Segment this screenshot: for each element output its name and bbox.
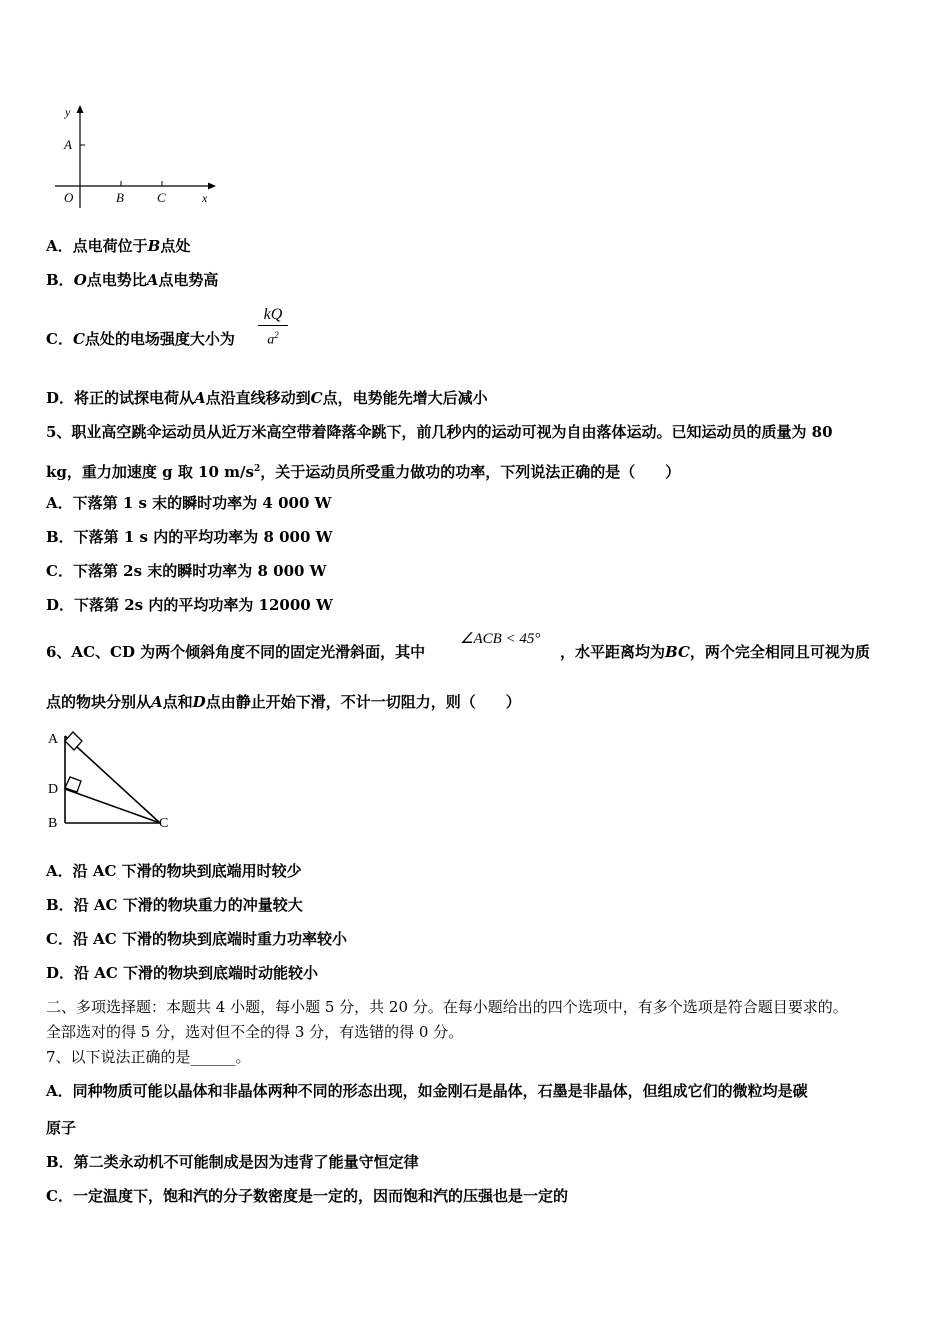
q4-c-prefix: C．	[46, 330, 73, 348]
q4-d-var1: A	[194, 389, 206, 407]
q4-d-prefix: D．将正的试探电荷从	[46, 389, 195, 407]
section2-line2: 全部选对的得 5 分，选对但不全的得 3 分，有选错的得 0 分。	[46, 1023, 464, 1041]
x-axis-arrow	[208, 183, 216, 190]
q7-option-c: C．一定温度下，饱和汽的分子数密度是一定的，因而饱和汽的压强也是一定的	[46, 1187, 568, 1205]
q6-stem-line1-left: 6、AC、CD 为两个倾斜角度不同的固定光滑斜面，其中	[46, 643, 426, 661]
q6-l2-mid: 点和	[162, 693, 193, 711]
q6-option-b: B．沿 AC 下滑的物块重力的冲量较大	[46, 896, 303, 914]
q6-option-c: C．沿 AC 下滑的物块到底端时重力功率较小	[46, 930, 347, 948]
q4-b-prefix: B．	[46, 271, 74, 289]
incline-dc	[65, 789, 160, 823]
fraction-denominator	[258, 326, 288, 350]
a-label: A	[64, 137, 72, 152]
label-c: C	[159, 816, 169, 831]
q5-option-b: B．下落第 1 s 内的平均功率为 8 000 W	[46, 528, 333, 546]
q7-option-a-line1: A．同种物质可能以晶体和非晶体两种不同的形态出现，如金刚石是晶体，石墨是非晶体，但组成它们的微粒均是碳	[46, 1082, 808, 1100]
q5-stem-l2-suffix: ，关于运动员所受重力做功的功率，下列说法正确的是（ ）	[260, 463, 681, 481]
q5-option-d: D．下落第 2s 内的平均功率为 12000 W	[46, 596, 333, 614]
q5-stem-line1: 5、职业高空跳伞运动员从近万米高空带着降落伞跳下，前几秒内的运动可视为自由落体运动。已知运动员的质量为 80	[46, 423, 833, 441]
q4-option-a	[46, 237, 190, 255]
q6-option-d: D．沿 AC 下滑的物块到底端时动能较小	[46, 964, 319, 982]
q5-option-c: C．下落第 2s 末的瞬时功率为 8 000 W	[46, 562, 327, 580]
incline-ac	[65, 736, 160, 823]
origin-label: O	[64, 190, 74, 205]
q6-stem-line2	[46, 693, 521, 711]
den-base: a	[267, 332, 275, 348]
q4-d-var2: C	[310, 389, 323, 407]
q4-option-c	[46, 330, 235, 348]
label-b: B	[48, 816, 58, 831]
q4-c-suffix: 点处的电场强度大小为	[84, 330, 235, 348]
q4-d-suffix: 点，电势能先增大后减小	[322, 389, 488, 407]
y-axis-arrow	[77, 105, 84, 113]
q6-l2-suffix: 点由静止开始下滑，不计一切阻力，则（ ）	[205, 693, 521, 711]
q5-stem-line2	[46, 460, 680, 481]
q5-stem-l2-exp: 2	[253, 464, 261, 474]
q6-angle-expression: ∠ACB < 45°	[460, 631, 541, 647]
b-label: B	[116, 190, 124, 205]
q6-suffix-a: ，水平距离均为	[560, 643, 666, 661]
section2-line1: 二、多项选择题：本题共 4 小题，每小题 5 分，共 20 分。在每小题给出的四个选项中，有多个选项是符合题目要求的。	[46, 998, 848, 1016]
q4-b-mid: 点电势比	[86, 271, 147, 289]
q4-b-var2: A	[146, 271, 159, 289]
q4-a-suffix: 点处	[160, 237, 191, 255]
q6-var-d: D	[192, 693, 206, 711]
label-a: A	[48, 732, 59, 747]
q4-option-b	[46, 271, 218, 289]
q4-a-var: B	[147, 237, 161, 255]
q6-option-a: A．沿 AC 下滑的物块到底端用时较少	[46, 862, 302, 880]
q5-stem-l2-prefix: kg，重力加速度 g 取 10 m/s	[46, 463, 254, 481]
q6-stem-line1-right	[560, 643, 870, 661]
incline-figure	[44, 726, 184, 836]
x-label: x	[202, 191, 208, 205]
y-label: y	[65, 105, 71, 119]
fraction-numerator: kQ	[258, 305, 288, 326]
q4-c-var: C	[72, 330, 85, 348]
q7-stem: 7、以下说法正确的是______。	[46, 1048, 251, 1066]
label-d: D	[48, 782, 59, 797]
q6-suffix-b: ，两个完全相同且可视为质	[689, 643, 870, 661]
block-on-ac	[65, 732, 82, 750]
c-label: C	[157, 190, 166, 205]
q4-a-prefix: A．点电荷位于	[46, 237, 148, 255]
q4-b-var1: O	[73, 271, 87, 289]
q6-var-bc: BC	[665, 643, 690, 661]
q6-l2-prefix: 点的物块分别从	[46, 693, 152, 711]
q7-option-a-line2: 原子	[46, 1119, 77, 1137]
den-exp: 2	[274, 330, 279, 340]
coordinate-figure	[50, 100, 225, 210]
q6-var-a: A	[151, 693, 163, 711]
q4-option-d	[46, 389, 488, 407]
q4-b-suffix: 点电势高	[158, 271, 219, 289]
q7-option-b: B．第二类永动机不可能制成是因为违背了能量守恒定律	[46, 1153, 419, 1171]
q4-c-fraction	[258, 305, 288, 350]
q5-option-a: A．下落第 1 s 末的瞬时功率为 4 000 W	[46, 494, 332, 512]
q4-d-mid: 点沿直线移动到	[205, 389, 311, 407]
